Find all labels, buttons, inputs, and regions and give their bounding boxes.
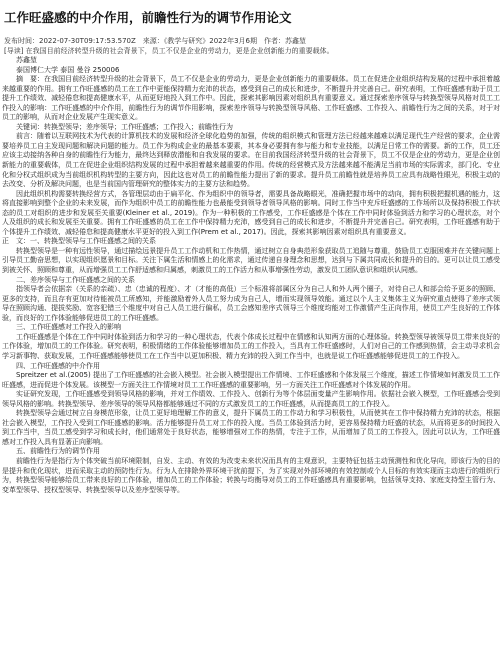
guide-intro: [导读] 在我国目前经济转型升级的社会背景下，员工不仅是企业的劳动力，更是企业创新能力的重要载体。: [4, 47, 334, 55]
author-name: 苏鑫堃: [16, 56, 37, 64]
paragraph: 摘 要：在我国目前经济转型升级的社会背景下，员工不仅是企业的劳动力，更是企业创新能力的重要载体。员工在促进企业组织结构发展的过程中承担着越来越重要的作用。拥有工作旺盛感的员工在工作中更能保持精力充沛的状态，感受到自己的成长和进步，不断提升并完善自己。研究表明，工作旺盛感有助于员工提升工作绩效、减轻倦怠和提高健康水平，从而更好地投入到工作中。因此，探索其影响因素对组织具有重要意义。通过探索差序领导与转换型领导风格对员工工作投入的影响：工作旺盛感的中介作用，前瞻性行为的调节作用影响，探索差序领导与转换型领导风格、工作旺盛感、工作投入、前瞻性行为之间的关系，对于对员工的影响，从而对企业发展产生现实意义。: [2, 75, 500, 122]
article-title: 工作旺盛感的中介作用，前瞻性行为的调节作用论文: [4, 10, 292, 25]
paragraph: 因此组织机构需要转换经营方式，各管理层动由于扁平化、作为组织中的领导者，需要具备战略眼光，准确把握市场中的动向，拥有积极把握机遇的能力，这将直接影响到整个企业的未来发展，而作为组织中员工的前瞻性能力也最能受到领导者领导风格的影响。同时工作当中充斥旺盛感的工作场所以及保持积极工作状态的员工对组织的进步和发展至关重要(Kleiner et al., 2019)。作为一种积极的工作感受，工作旺盛感是个体在工作中同时体验到活力和学习的心理状态，对个人及组织的成长和发展至关重要。拥有工作旺盛感的员工在工作中保持精力充沛，感受到自己的成长和进步，不断提升并完善自己。研究表明，工作旺盛感有助于个体提升工作绩效、减轻倦怠和提高健康水平更好的投入到工作(Prem et al., 2017)。因此，探索其影响因素对组织具有重要意义。: [2, 189, 500, 236]
section-heading: 二、差序领导与工作旺盛感之间的关系: [16, 275, 135, 284]
paragraph: 前瞻性行为是指行为个体突破当前环境限制，自发、主动、有效的为改变未来状况而具有的主观意识，主要特征包括主动预测性和优化导向，即该行为的目的是提升和优化现状，进而采取主动的预防性行为。行为人在排除外界环境干扰前提下，为了实现对外部环境的有效控制或个人目标的有效实现而主动进行的组织行为，转换型领导能够给员工带来良好的工作体验，增加员工的工作体验；转换与均衡导对员工的工作旺盛感具有重要影响，包括领导支持、家庭支持型主管行为、变革型领导、授权型领导、转换型领导以及差序型领导等。: [2, 456, 500, 494]
section-heading: 三、工作旺盛感对工作投入的影响: [16, 323, 121, 332]
paragraph: 关键词：转换型领导；差序领导；工作旺盛感；工作投入；前瞻性行为: [16, 122, 233, 131]
section-heading: 四、工作旺盛感的中介作用: [16, 361, 100, 370]
paragraph: 前言：随着以互联网技术为代表的计算机技术的发展和经济全球化趋势的加强，传统的组织模式和管理方法已经越来越难以满足现代生产经营的要求，企业需要培养员工自主发现问题和解决问题的能力。员工作为构成企业的最基本要素，其本身必要拥有参与能力和专业技能，以满足日常工作的需要。新的工作，员工还应该主动接纳各种自身的前瞻性行为能力，最终达到释放潜能和自我发展的要求。在目前我国经济转型升级的社会背景下，员工不仅是企业的劳动力，更是企业创新能力的重要载体，员工在促进企业组织结构发展的过程中承担着越来越重要的作用。传统的经营模式及方法越来越不能满足当前市场的实际需求，部门化、专业化和分权式组织成为当前组织机构转型的主要方向，因此这也对员工的前瞻性能力提出了新的要求。提升员工前瞻性就是培养员工应具有战略性眼光，积极主动的去改变、分析及解决问题，也是当前国内管理研究的整体实力的主要方法和趋势。: [2, 132, 500, 189]
paragraph: 转换型领导是一种有远性领导，通过描绘远景提升员工工作动机和工作热情，通过树立自身典范形象获取员工追随与尊重，鼓励员工克服困难并在关键问题上引导员工勤奋思想，以实现组织愿景和目标。关注下属生活和情感上的化需求，通过传递自身理念和思想，达到与下属共同成长和提升的目的。更可以让员工感受到被关怀、照顾和尊重，从而增强员工工作舒适感和归属感，刺激员工的工作活力和从事增强性劳动，激发员工团队意识和组织认同感。: [2, 246, 500, 275]
section-heading: 五、前瞻性行为的调节作用: [16, 447, 100, 456]
section-heading: 正 文：一、转换型领导与工作旺盛感之间的关系: [2, 237, 156, 246]
paragraph: 实证研究发现，工作旺盛感受到领导风格的影响，并对工作绩效、工作投入、创新行为等个体层面变量产生影响作用。依据社会嵌入模型，工作旺盛感会受到领导风格的影响。转换型领导、差序领导的领导风格都能够通过不同的方式激发员工的工作旺盛感，从而提高员工的工作投入。: [2, 390, 500, 408]
publish-meta: 发布时间：2022-07-30T09:17:53.570Z 来源：《教学与研究》2022年3月6期 作者：苏鑫堃: [4, 37, 306, 45]
author-block: [2, 56, 500, 75]
paragraph: Spreitzer et al.(2005) 提出了工作旺盛感的社会嵌入模型。社会嵌入模型提出工作情境、工作旺盛感和个体发展三个维度，描述工作情境如何激发员工工作旺盛感，进而促进个体发展。该模型一方面关注工作情境对员工工作旺盛感的重要影响，另一方面关注工作旺盛感对个体发展的作用。: [2, 371, 500, 389]
paragraph: 工作旺盛感是个体在工作中同时体验到活力和学习的一种心理状态，代表个体成长过程中在情感和认知两方面的心理体验。转换型领导被领导员工带来良好的工作体验，增加员工的工作体验。研究表明，积极情绪的工作体验能够增加员工的工作投入，当具有工作旺盛感时，人们对自己的工作感到热情，会主动寻求机会学习新事物、获取发展，工作旺盛感能够使员工在工作当中以更加积极、精力充沛的投入到工作当中，也就是说工作旺盛感能够促进员工的工作投入。: [2, 332, 500, 360]
paragraph: 转换型领导会通过树立自身模范形象，让员工更好地理解工作的意义，提升下属员工的工作动力和学习积极性，从而使其在工作中保持精力充沛的状态，根据社会嵌入模型，工作投入受到工作旺盛感的影响。活力能够提升员工对工作的投入度。当员工体验到活力时，更容易保持精力旺盛的状态，从而将更多的时间投入到工作当中，当员工感受到学习和成长时，他们通常处于良好状态，能够增强对工作的热情，专注于工作，从而增加了员工的工作投入，因此可以认为，工作旺盛感对工作投入具有显著正向影响。: [2, 409, 500, 446]
paragraph: 指领导者会依据亲（关系的亲疏）、忠（忠诚的程度）、才（才能的高低）三个标准将部属区分为自己人和外人两个圈子，对待自己人和部会给予更多的照顾、更多的支持，而且存有更加对待能被员工所感知，并能激励着外人员工努力成为自己人，增而实现领导效能。通过以个人主义集体主义为研究重点使得了差序式领导在照顾沟通、提拔奖励、宽容犯错三个维度中对自己人员工进行偏私，员工会感知差序式领导三个维度均能对工作激情产生正向作用，使员工产生良好的工作体验，而良好的工作体验能够促进员工的工作旺盛感。: [2, 285, 500, 322]
article-body: [2, 75, 500, 495]
author-affiliation: 泰国博仁大学 泰国 曼谷 250006: [16, 65, 120, 74]
